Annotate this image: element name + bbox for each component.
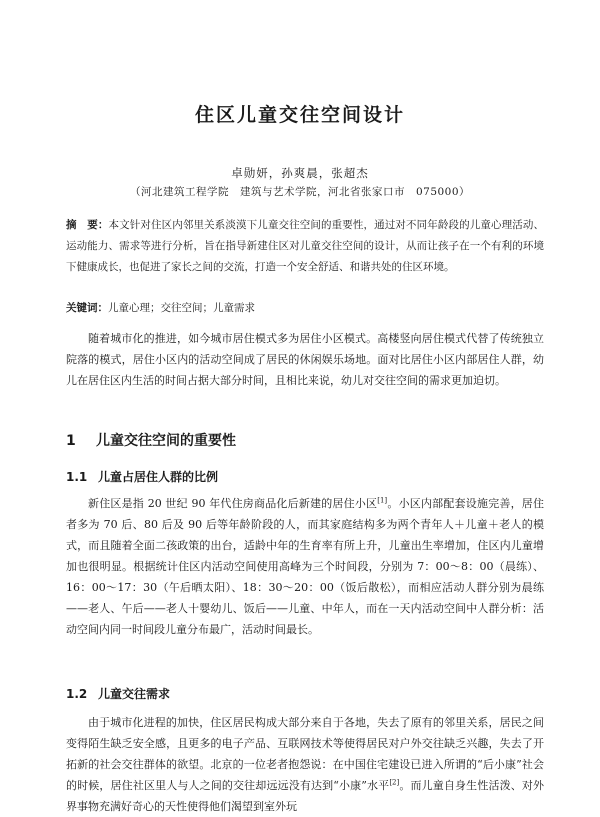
paragraph-text: 由于城市化进程的加快，住区居民构成大部分来自于各地，失去了原有的邻里关系，居民之间变得陌生缺乏安全感，且更多的电子产品、互联网技术等使得居民对户外交往缺乏兴趣，失去了开拓新的社会交往群体的欲望。北京的一位老者抱怨说：在中国住宅建设已进入所谓的“后小康”社会的时候，居住社区里人与人之间的交往却远远没有达到“小康”水平 <box>66 716 544 792</box>
authors: 卓勋妍，孙爽晨，张超杰 <box>231 166 369 180</box>
section-heading-1 <box>66 430 236 450</box>
keywords-label: 关键词： <box>66 302 108 314</box>
paper-title: 住区儿童交往空间设计 <box>194 104 405 126</box>
paragraph-text: 新住区是指 20 世纪 90 年代住房商品化后新建的居住小区 <box>88 497 378 510</box>
citation-ref: [2] <box>389 778 400 787</box>
paragraph-1-1 <box>66 493 544 640</box>
section-title: 儿童交往需求 <box>98 687 171 701</box>
keywords-text: 儿童心理；交往空间；儿童需求 <box>108 302 255 314</box>
section-heading-1-2 <box>66 685 170 702</box>
abstract-label: 摘 要： <box>66 219 109 231</box>
paragraph-text: 。而儿童自身生性活泼、对外界事物充满好奇心的天性使得他们渴望到室外玩 <box>66 779 544 813</box>
section-heading-1-1 <box>66 468 218 485</box>
section-number: 1.1 <box>66 470 88 484</box>
affiliation: （河北建筑工程学院 建筑与艺术学院，河北省张家口市 075000） <box>129 186 471 198</box>
paragraph-text: 。小区内部配套设施完善，居住者多为 70 后、80 后及 90 后等年龄阶段的人，而其家庭结构多为两个青年人＋儿童＋老人的模式，而且随着全面二孩政策的出台，适龄中年的生育率有所上升，儿童出生率增加，住区内儿童增加也很明显。根据统计住区内活动空间使用高峰为三个时间段，分别为 7：00～8：00（晨练）、16：00～17：30（午后晒太阳）、18：30～20：00（饭后散松），而相应活动人群分别为晨练——老人、午后——老人十婴幼儿、饭后——儿童、中年人，而在一天内活动空间中人群分析：活动空间内同一时间段儿童分布最广，活动时间最长。 <box>66 497 545 636</box>
section-title: 儿童占居住人群的比例 <box>98 470 219 484</box>
abstract <box>66 215 544 278</box>
section-title: 儿童交往空间的重要性 <box>96 433 236 449</box>
section-number: 1.2 <box>66 687 88 701</box>
section-number: 1 <box>66 433 76 449</box>
paragraph-1-2 <box>66 712 544 817</box>
intro-paragraph: 随着城市化的推进，如今城市居住模式多为居住小区模式。高楼竖向居住模式代替了传统独立院落的模式，居住小区内的活动空间成了居民的休闲娱乐场地。面对比居住小区内部居住人群，幼儿在居住区内生活的时间占据大部分时间，且相比来说，幼儿对交往空间的需求更加迫切。 <box>66 332 544 387</box>
keywords <box>66 300 544 316</box>
citation-ref: [1] <box>377 496 388 505</box>
abstract-text: 本文针对住区内邻里关系淡漠下儿童交往空间的重要性，通过对不同年龄段的儿童心理活动、运动能力、需求等进行分析，旨在指导新建住区对儿童交往空间的设计，从而让孩子在一个有利的环境下健康成长，也促进了家长之间的交流，打造一个安全舒适、和谐共处的住区环境。 <box>66 219 544 273</box>
